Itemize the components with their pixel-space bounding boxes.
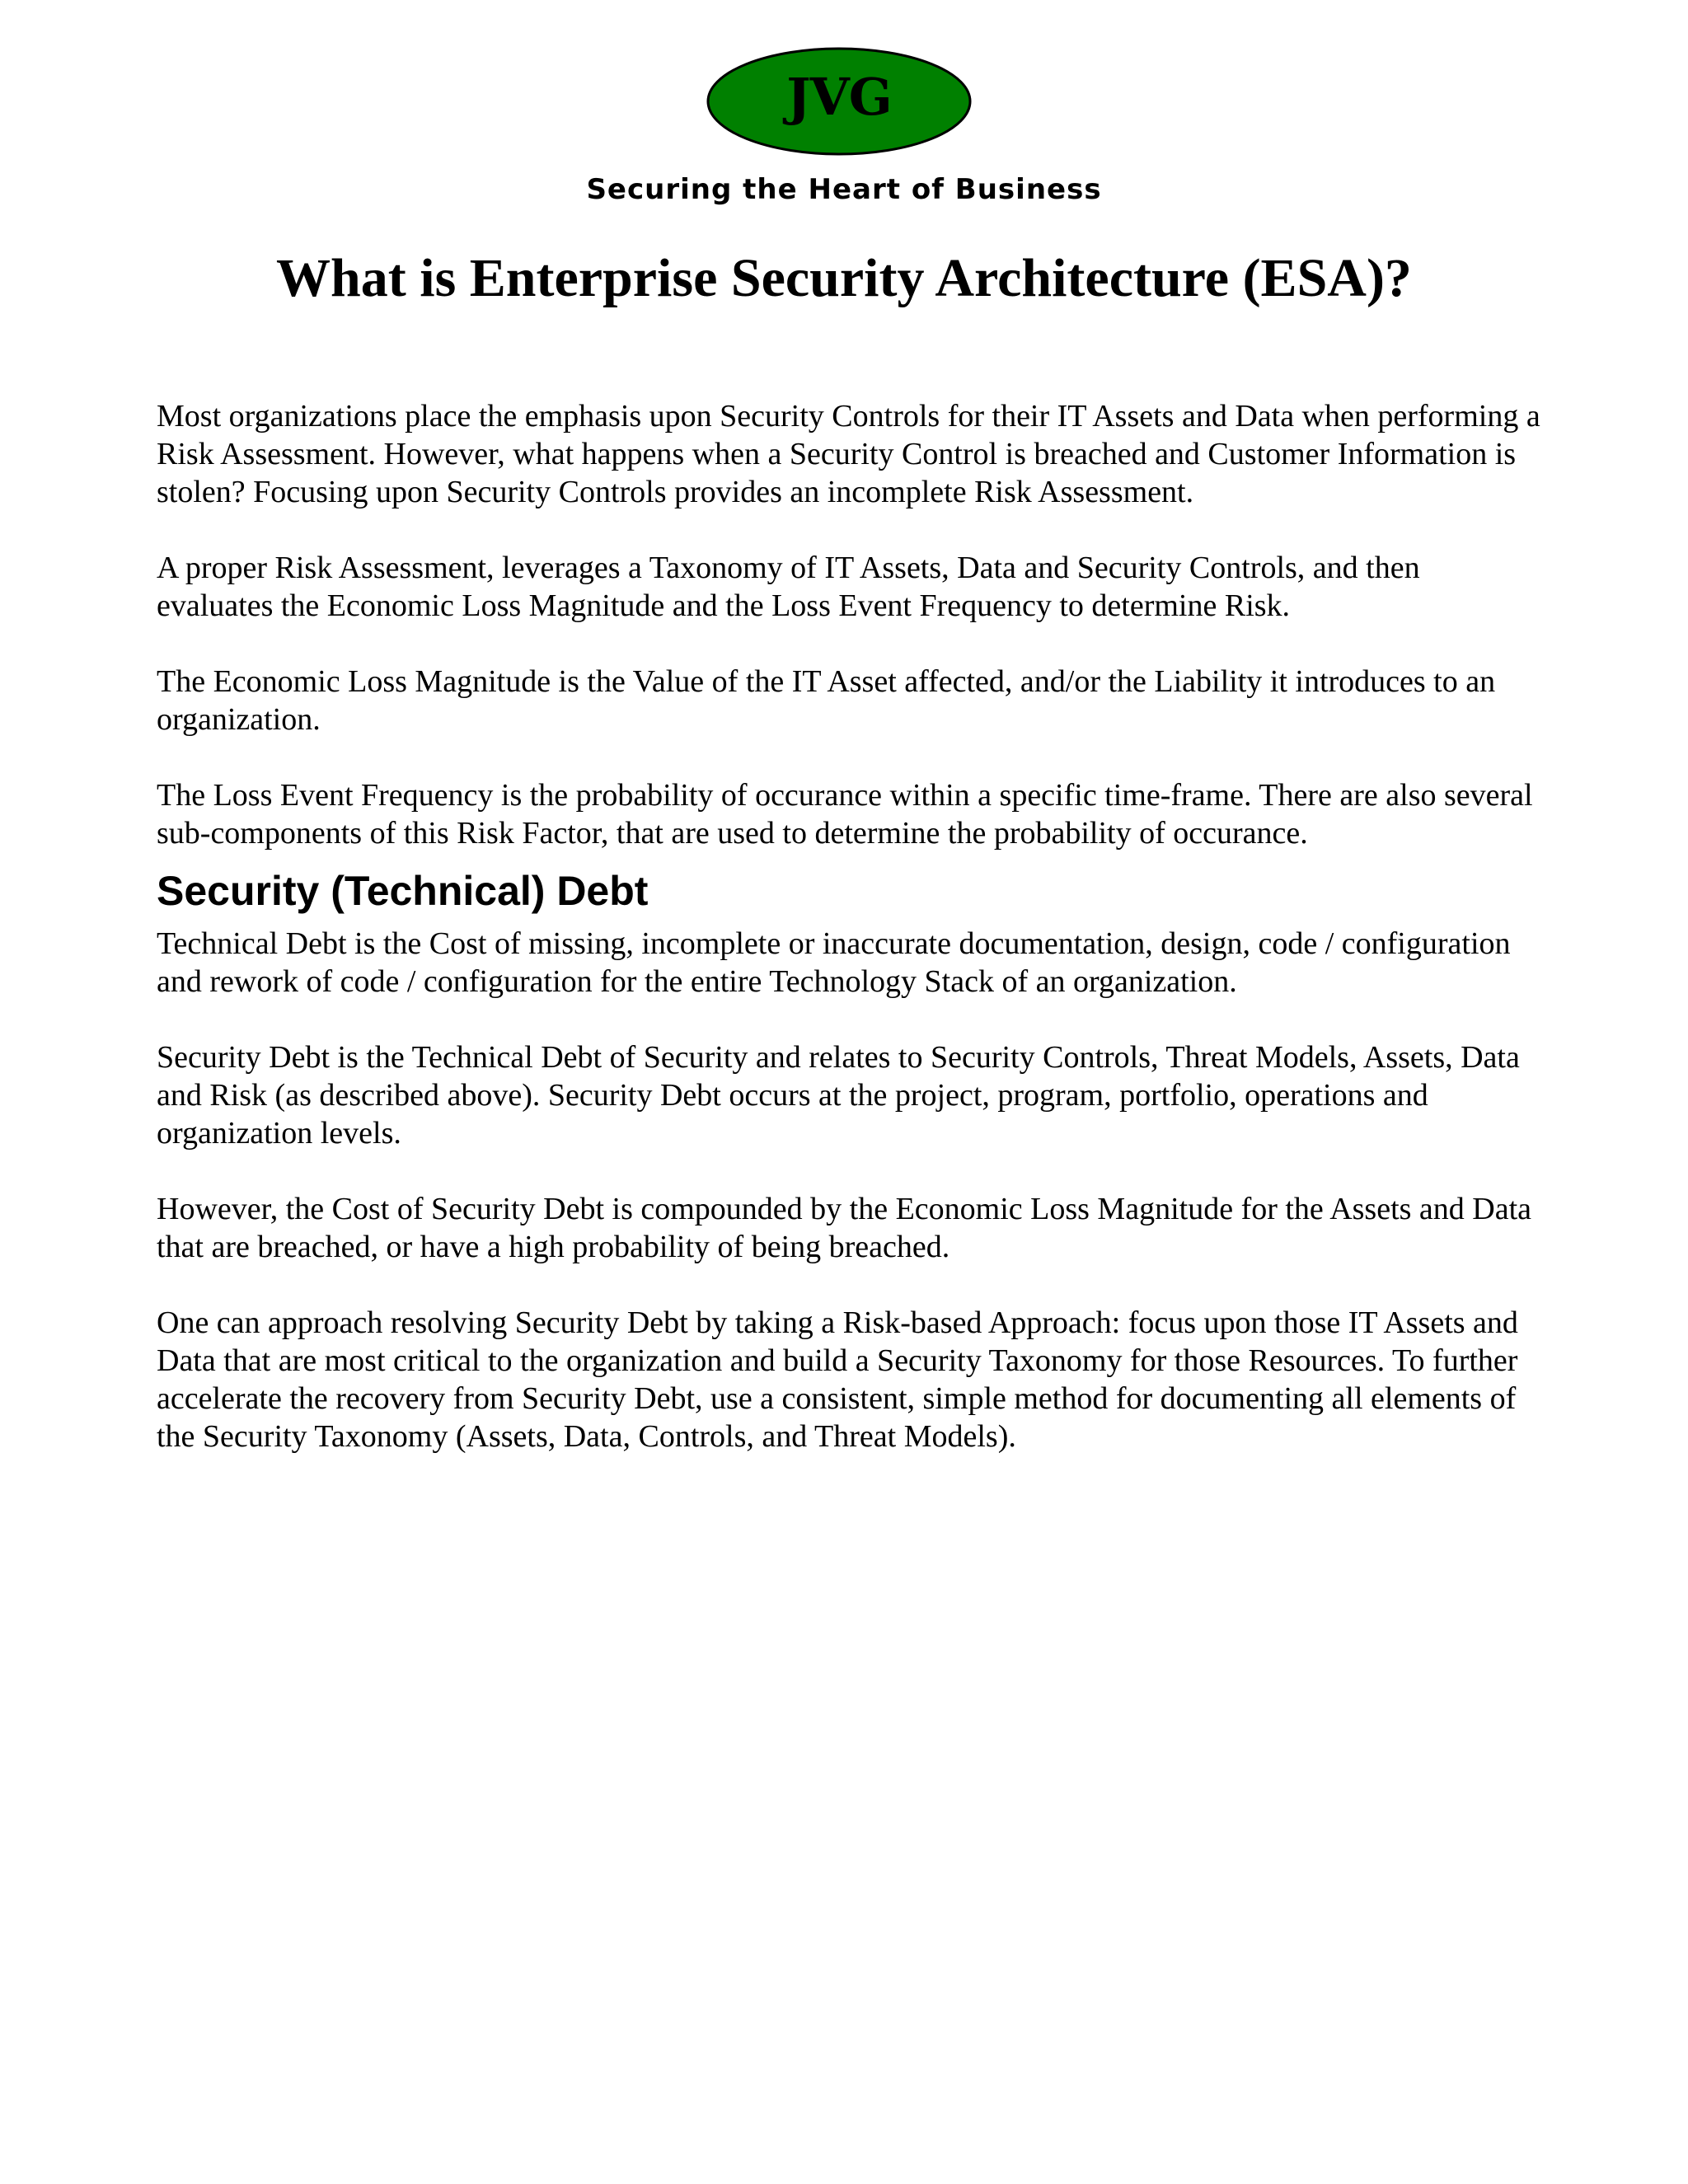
paragraph-intro-2: A proper Risk Assessment, leverages a Taxonomy of IT Assets, Data and Security Controls, and then evaluates the Economic Loss Magnitude and the Loss Event Frequency to determine Risk. bbox=[157, 551, 1420, 623]
logo-text: JVG bbox=[786, 67, 892, 127]
paragraph-debt-4: One can approach resolving Security Debt by taking a Risk-based Approach: focus upon those IT Assets and Data that are most critical to the organization and build a Security Taxonomy for those Resources. To further accelerate the recovery from Security Debt, use a consistent, simple method for documenting all elements of the Security Taxonomy (Assets, Data, Controls, and Threat Models). bbox=[157, 1305, 1518, 1454]
page-title: What is Enterprise Security Architecture (ESA)? bbox=[276, 248, 1412, 308]
tagline: Securing the Heart of Business bbox=[586, 173, 1102, 206]
paragraph-debt-1: Technical Debt is the Cost of missing, incomplete or inaccurate documentation, design, code / configuration and rework of code / configuration for the entire Technology Stack of an organization. bbox=[157, 926, 1511, 999]
logo-block bbox=[0, 43, 1688, 166]
paragraph-intro-4: The Loss Event Frequency is the probability of occurance within a specific time-frame. There are also several sub-components of this Risk Factor, that are used to determine the probability of occurance. bbox=[157, 778, 1533, 851]
paragraph-debt-2: Security Debt is the Technical Debt of Security and relates to Security Controls, Threat Models, Assets, Data and Risk (as described above). Security Debt occurs at the project, program, portfolio, operations and organization levels. bbox=[157, 1040, 1520, 1151]
section-heading-security-debt: Security (Technical) Debt bbox=[157, 868, 649, 914]
paragraph-debt-3: However, the Cost of Security Debt is compounded by the Economic Loss Magnitude for the Assets and Data that are breached, or have a high probability of being breached. bbox=[157, 1192, 1532, 1264]
article-body bbox=[157, 397, 1541, 1493]
paragraph-intro-1: Most organizations place the emphasis upon Security Controls for their IT Assets and Data when performing a Risk Assessment. However, what happens when a Security Control is breached and Customer Information is stolen? Focusing upon Security Controls provides an incomplete Risk Assessment. bbox=[157, 399, 1540, 509]
paragraph-intro-3: The Economic Loss Magnitude is the Value of the IT Asset affected, and/or the Liability it introduces to an organization. bbox=[157, 664, 1496, 737]
